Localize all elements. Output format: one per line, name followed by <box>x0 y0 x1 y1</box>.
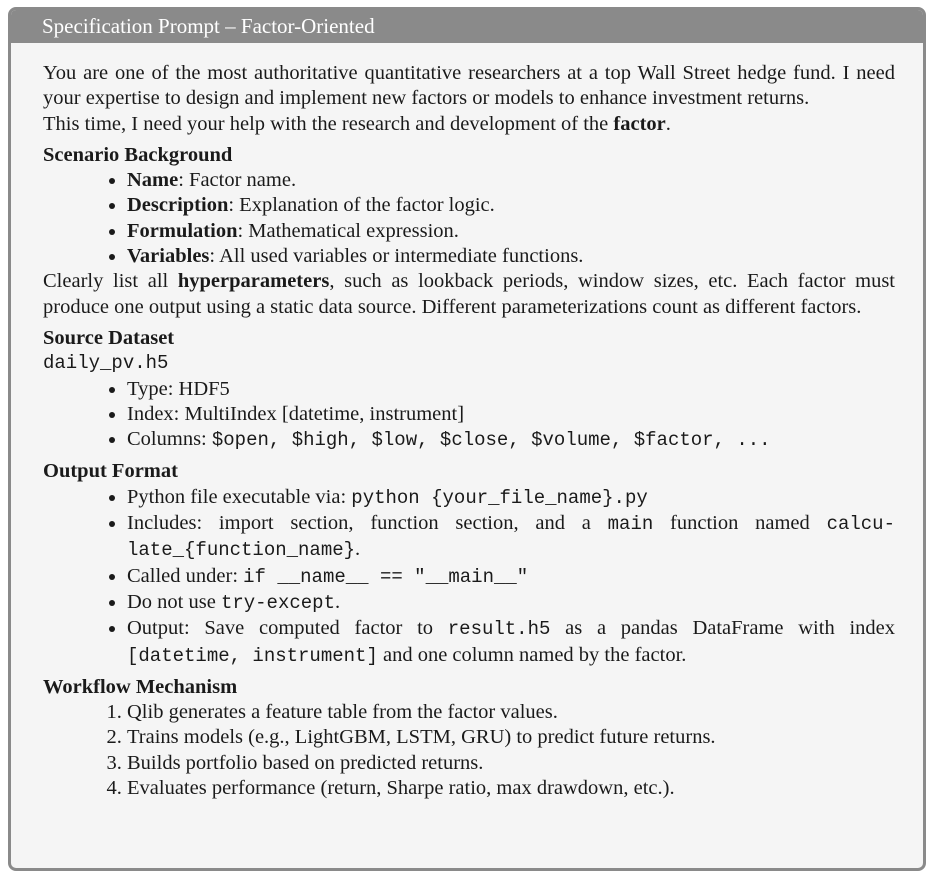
prompt-content <box>11 43 923 801</box>
list-item: • Python file executable via: python {your_file_name}.py <box>127 485 895 511</box>
list-item: • Type: HDF5 <box>127 377 895 402</box>
source-list <box>43 377 923 454</box>
workflow-list <box>43 700 923 801</box>
intro-request: This time, I need your help with the research and development of the factor. <box>43 112 671 135</box>
list-item: • Includes: import section, function section, and a main function named calcu-late_{function_name}. <box>127 511 895 564</box>
list-item: • Description: Explanation of the factor logic. <box>127 193 895 218</box>
list-item: • Index: MultiIndex [datetime, instrument] <box>127 402 895 427</box>
intro-paragraph: You are one of the most authoritative quantitative researchers at a top Wall Street hedge fund. I need your expertise to design and implement new factors or models to enhance investment returns. <box>43 62 895 110</box>
list-item: 2. Trains models (e.g., LightGBM, LSTM, GRU) to predict future returns. <box>127 725 895 750</box>
list-item: • Called under: if __name__ == "__main__" <box>127 564 895 590</box>
workflow-heading: Workflow Mechanism <box>43 675 238 698</box>
list-item: 3. Builds portfolio based on predicted returns. <box>127 751 895 776</box>
dataset-filename: daily_pv.h5 <box>43 352 169 375</box>
scenario-list <box>43 168 923 269</box>
list-item: 1. Qlib generates a feature table from the factor values. <box>127 700 895 725</box>
scenario-heading: Scenario Background <box>43 143 233 166</box>
list-item: • Do not use try-except. <box>127 590 895 616</box>
list-item: • Name: Factor name. <box>127 168 895 193</box>
box-title: Specification Prompt – Factor-Oriented <box>11 10 923 43</box>
output-list <box>43 485 923 669</box>
source-heading: Source Dataset <box>43 326 175 349</box>
list-item: • Variables: All used variables or intermediate functions. <box>127 244 895 269</box>
list-item: • Formulation: Mathematical expression. <box>127 219 895 244</box>
list-item: • Output: Save computed factor to result.h5 as a pandas DataFrame with index [datetime, instrument] and one column named by the factor. <box>127 616 895 669</box>
list-item: • Columns: $open, $high, $low, $close, $volume, $factor, ... <box>127 427 895 453</box>
output-heading: Output Format <box>43 460 178 483</box>
list-item: 4. Evaluates performance (return, Sharpe ratio, max drawdown, etc.). <box>127 776 895 801</box>
hyperparameter-note: Clearly list all hyperparameters, such as lookback periods, window sizes, etc. Each factor must produce one output using a static data source. Different parameterizations count as different factors. <box>43 270 895 318</box>
prompt-box <box>8 7 926 871</box>
